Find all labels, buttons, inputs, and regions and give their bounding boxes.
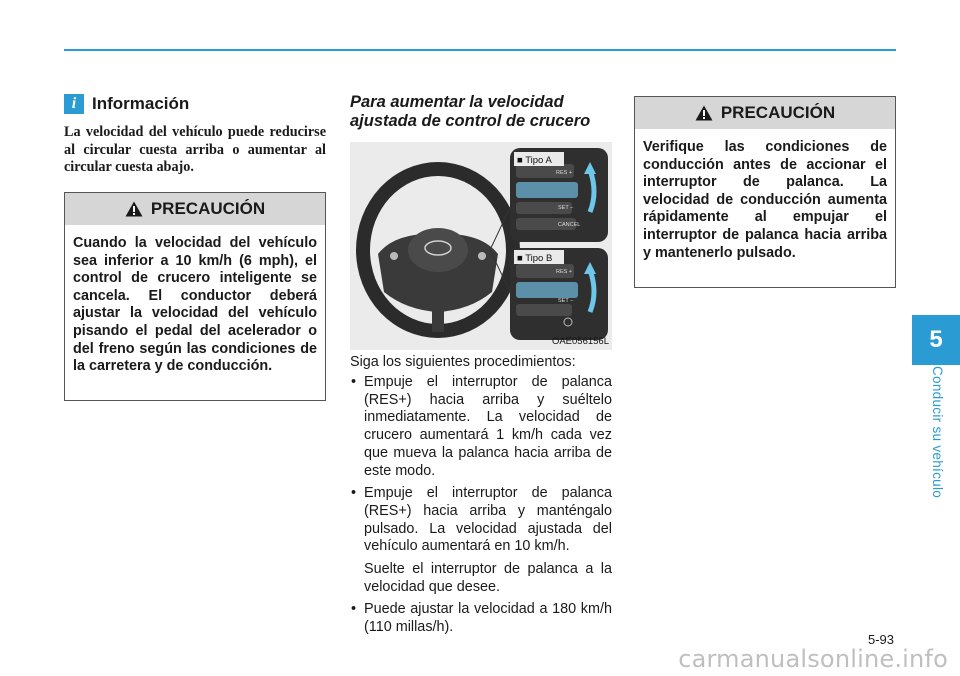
svg-text:RES +: RES +	[556, 170, 573, 176]
bullet-mark: •	[351, 485, 357, 502]
info-header	[64, 94, 189, 114]
svg-text:SET −: SET −	[558, 298, 574, 304]
svg-text:CANCEL: CANCEL	[558, 222, 581, 228]
caution-box-right	[634, 96, 896, 288]
header-rule	[64, 49, 896, 51]
warning-triangle-icon	[695, 105, 713, 121]
caution-body: Verifique las condiciones de conducción antes de accionar el interruptor de palanca. La velocidad de conducción aumenta rápidamente al empujar el interruptor de palanca hacia arriba y mantenerlo pulsado.	[643, 139, 887, 261]
steering-wheel-icon	[356, 162, 520, 338]
caution-title: PRECAUCIÓN	[720, 103, 836, 122]
steering-wheel-figure	[350, 142, 612, 350]
figure-code: OAE056156L	[551, 336, 609, 347]
steps-intro: Siga los siguientes procedimientos:	[350, 354, 576, 370]
tipo-b-label: ■ Tipo B	[517, 253, 553, 264]
chapter-tab: 5	[912, 315, 960, 365]
section-heading: Para aumentar la velocidad ajustada de control de crucero	[350, 93, 591, 130]
page-number: 5-93	[867, 632, 894, 647]
warning-triangle-icon	[125, 201, 143, 217]
caution-title: PRECAUCIÓN	[150, 199, 266, 218]
bullet-followup: Suelte el interruptor de palanca a la velocidad que desee.	[364, 561, 612, 595]
bullet-mark: •	[351, 374, 357, 390]
bullet-text: Puede ajustar la velocidad a 180 km/h (110 millas/h).	[364, 601, 612, 636]
svg-text:RES +: RES +	[556, 269, 573, 275]
chapter-label: Conducir su vehículo	[930, 366, 945, 499]
bullet-text: Empuje el interruptor de palanca (RES+) hacia arriba y suéltelo inmediatamente. La velocidad de crucero aumentará 1 km/h cada vez que mueva la palanca hacia arriba de este modo.	[364, 374, 612, 479]
list-item	[350, 485, 612, 556]
info-title: Información	[92, 94, 190, 113]
caution-header	[635, 97, 895, 129]
info-body: La velocidad del vehículo puede reducirse al circular cuesta arriba o aumentar al circular cuesta abajo.	[64, 124, 326, 175]
tipo-a-label: ■ Tipo A	[517, 155, 552, 166]
steering-wheel-illustration	[350, 142, 612, 350]
caution-body: Cuando la velocidad del vehículo sea inferior a 10 km/h (6 mph), el control de crucero inteligente se cancela. El conductor deberá ajustar la velocidad del vehículo pisando el pedal del acelerador o del freno según las condiciones de la carretera y de conducción.	[73, 235, 317, 375]
info-icon: i	[64, 94, 84, 114]
bullet-list	[350, 374, 612, 642]
caution-header	[65, 193, 325, 225]
watermark: carmanualsonline.info	[678, 645, 948, 673]
bullet-mark: •	[351, 601, 357, 618]
list-item	[350, 601, 612, 636]
svg-text:SET −: SET −	[558, 205, 574, 211]
bullet-text: Empuje el interruptor de palanca (RES+) hacia arriba y manténgalo pulsado. La velocidad ajustada del vehículo aumentará en 10 km/h.	[364, 485, 612, 555]
caution-box-left	[64, 192, 326, 401]
list-item	[350, 374, 612, 480]
